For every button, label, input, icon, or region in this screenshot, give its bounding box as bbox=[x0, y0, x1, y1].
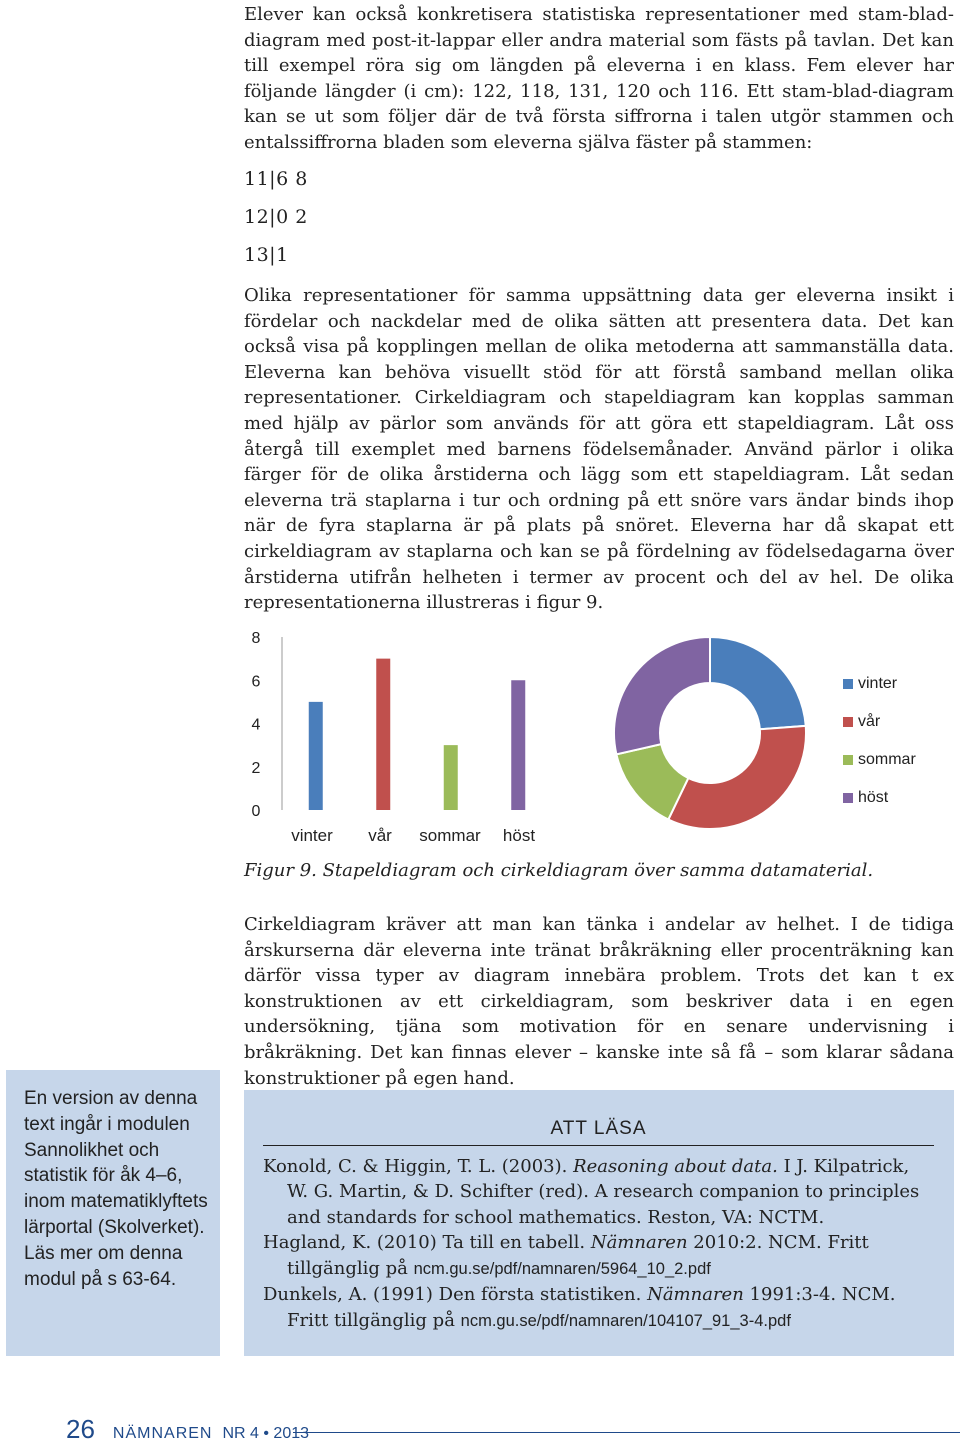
stem-leaf-row: 11|6 8 bbox=[244, 168, 308, 190]
legend-swatch bbox=[843, 755, 853, 765]
paragraph-representations: Olika representationer för samma uppsättning data ger eleverna insikt i fördelar och nackdelar med de olika sätten att presentera data. Det kan också visa på kopplingen mellan de olika metoderna att sammanställa data. Eleverna kan behöva visuellt stöd för att förstå samband mellan olika representationer. Cirkeldiagram och stapeldiagram kan kopplas samman med hjälp av pärlor som används för att göra ett stapeldiagram. Låt oss återgå till exemplet med barnens födelsemånader. Använd pärlor i olika färger för de olika årstiderna och lägg som ett stapeldiagram. Låt sedan eleverna trä staplarna i tur och ordning på ett snöre vars ändar binds ihop när de fyra staplarna är på plats på snöret. Eleverna har då skapat ett cirkeldiagram av staplarna och kan se på fördelning av födelsedagarna över årstiderna utifrån helheten i termer av procent och del av hel. De olika representationerna illustreras i figur 9. bbox=[244, 285, 954, 614]
page-number: 26 bbox=[66, 1414, 95, 1444]
legend-swatch bbox=[843, 717, 853, 727]
magazine-name: NÄMNAREN bbox=[112, 1425, 213, 1442]
legend-label: sommar bbox=[858, 751, 916, 768]
y-tick-label: 8 bbox=[251, 630, 261, 647]
legend-label: höst bbox=[858, 789, 889, 806]
paragraph-pie-charts: Cirkeldiagram kräver att man kan tänka i andelar av helhet. I de tidiga årskurserna där eleverna inte tränat bråkräkning eller procenträkning kan därför vissa typer av diagram innebära problem. Trots det kan t ex konstruktionen av ett cirkeldiagram, som beskriver data i en egen undersökning, tjäna som motivation för en senare undervisning i bråkräkning. Det kan finnas elever – kanske inte så få – som klarar sådana konstruktioner på egen hand. bbox=[244, 914, 954, 1089]
x-category-label: sommar bbox=[419, 826, 481, 845]
legend-swatch bbox=[843, 793, 853, 803]
reference-item bbox=[263, 1154, 934, 1231]
reference-author: Konold, C. & Higgin, T. L. (2003). bbox=[263, 1155, 574, 1177]
bar-vinter bbox=[309, 702, 323, 810]
reference-details: I J. Kilpatrick, W. G. Martin, & D. Schifter (red). A research companion to principles and standards for school mathematics. Reston, VA: NCTM. bbox=[287, 1155, 920, 1228]
bar-sommar bbox=[444, 745, 458, 810]
bar-vår bbox=[376, 659, 390, 810]
slice-höst bbox=[614, 637, 710, 754]
reference-title: Nämnaren bbox=[590, 1232, 688, 1253]
reference-details: 2010:2. NCM. Fritt tillgänglig på bbox=[287, 1232, 869, 1279]
footer-rule bbox=[293, 1432, 960, 1433]
chart-legend bbox=[843, 665, 916, 817]
reference-link[interactable]: ncm.gu.se/pdf/namnaren/5964_10_2.pdf bbox=[413, 1259, 711, 1278]
reference-author: Hagland, K. (2010) Ta till en tabell. bbox=[263, 1232, 591, 1253]
reference-details: 1991:3-4. NCM. Fritt tillgänglig på bbox=[287, 1284, 896, 1331]
bar-höst bbox=[511, 680, 525, 810]
x-category-label: vinter bbox=[291, 826, 333, 845]
reference-title: Reasoning about data. bbox=[573, 1155, 778, 1177]
module-info-text: En version av denna text ingår i modulen Sannolikhet och statistik för åk 4–6, inom matematiklyftets lärportal (Skolverket). Läs mer om denna modul på s 63-64. bbox=[24, 1088, 208, 1290]
legend-label: vår bbox=[858, 713, 881, 730]
y-tick-label: 6 bbox=[251, 673, 261, 691]
paragraph-intro: Elever kan också konkretisera statistiska representationer med stam-blad-diagram med post-it-lappar eller andra material som fästs på tavlan. Det kan till exempel röra sig om längden på eleverna i en klass. Fem elever har följande längder (i cm): 122, 118, 131, 120 och 116. Ett stam-blad-diagram kan se ut som följer där de två första siffrorna i talen utgör stammen och entalssiffrorna bladen som eleverna själva fäster på stammen: bbox=[244, 4, 954, 153]
x-category-label: höst bbox=[502, 826, 536, 845]
figure-caption: Figur 9. Stapeldiagram och cirkeldiagram över samma datamaterial. bbox=[244, 860, 874, 881]
slice-vinter bbox=[710, 637, 806, 729]
reading-title: ATT LÄSA bbox=[263, 1116, 934, 1146]
legend-label: vinter bbox=[858, 675, 898, 692]
y-tick-label: 2 bbox=[251, 759, 261, 777]
bar-chart bbox=[238, 620, 558, 850]
reference-title: Nämnaren bbox=[647, 1284, 744, 1305]
reference-link[interactable]: ncm.gu.se/pdf/namnaren/104107_91_3-4.pdf bbox=[460, 1311, 791, 1330]
page-footer bbox=[66, 1414, 309, 1445]
x-category-label: vår bbox=[368, 826, 392, 845]
y-tick-label: 0 bbox=[251, 803, 261, 820]
magazine-issue: NR 4 • 2013 bbox=[222, 1425, 310, 1442]
stem-leaf-row: 13|1 bbox=[244, 244, 289, 266]
y-tick-label: 4 bbox=[251, 716, 261, 734]
reading-list-box bbox=[244, 1090, 954, 1356]
legend-item bbox=[843, 665, 916, 703]
legend-swatch bbox=[843, 679, 853, 689]
module-info-box bbox=[6, 1070, 220, 1356]
legend-item bbox=[843, 779, 916, 817]
donut-chart bbox=[605, 628, 815, 838]
stem-leaf-row: 12|0 2 bbox=[244, 206, 308, 228]
reference-author: Dunkels, A. (1991) Den första statistiken. bbox=[263, 1284, 648, 1305]
legend-item bbox=[843, 703, 916, 741]
reference-item bbox=[263, 1282, 934, 1334]
reference-item bbox=[263, 1230, 934, 1282]
legend-item bbox=[843, 741, 916, 779]
